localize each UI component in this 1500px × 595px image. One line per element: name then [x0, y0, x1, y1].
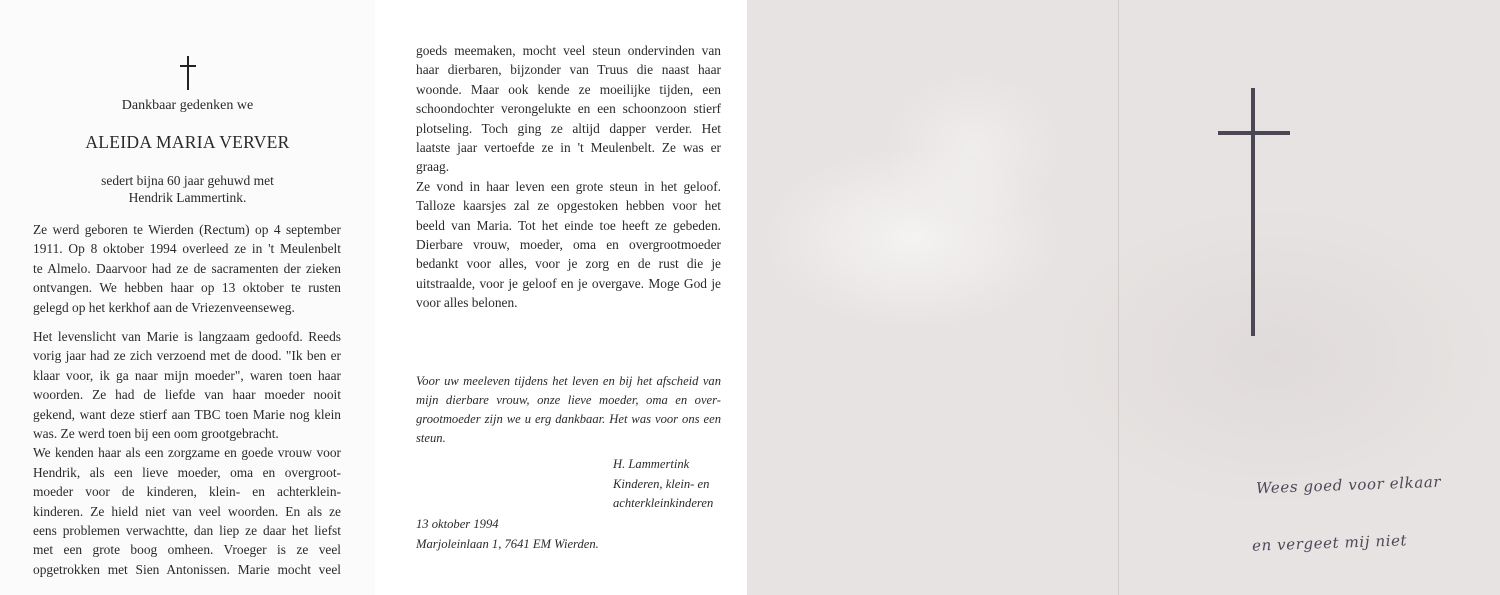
fold-line — [1118, 0, 1119, 595]
cross-icon — [180, 56, 196, 90]
text-line: mijn dierbare vrouw, onze lieve moeder, oma en over- — [416, 393, 721, 407]
text-line: Talloze kaarsjes zal ze opgestoken hebben voor het — [416, 198, 721, 214]
text-line: Het levenslicht van Marie is langzaam gedoofd. Reeds — [33, 329, 341, 344]
text-line: plotseling. Toch ging ze altijd dapper verder. Het — [416, 120, 721, 136]
text-line: vorig jaar had ze zich verzoend met de dood. "Ik ben er — [33, 348, 341, 364]
text-line: woonde. Maar ook kende ze moeilijke tijden, een — [416, 81, 721, 97]
text-line: steun. — [416, 431, 446, 445]
text-line: Ze vond in haar leven een grote steun in het geloof. — [416, 178, 721, 194]
thanks-paragraph — [416, 372, 721, 448]
biography-paragraph — [33, 220, 341, 317]
left-page — [0, 0, 375, 595]
text-line: beeld van Maria. Tot het einde toe heeft ze gebeden. — [416, 217, 721, 233]
text-line: was. Ze werd toen bij een oom grootgebracht. — [33, 426, 279, 442]
text-line: Hendrik, als een lieve moeder, oma en overgroot- — [33, 464, 341, 480]
signature-line: Kinderen, klein- en — [613, 476, 710, 491]
text-line: schoondochter verongelukte en een schoonzoon stierf — [416, 101, 721, 117]
text-line: eens problemen verwachtte, dan liep ze daar het liefst — [33, 523, 341, 539]
date-address-block — [416, 514, 599, 554]
cover-page — [747, 0, 1500, 595]
motto-line: Wees goed voor elkaar — [1255, 472, 1442, 498]
text-line: klaar voor, ik ga naar mijn moeder", waren toen haar — [33, 367, 341, 383]
text-line: bedankt voor alles, voor je zorg en de rust die je — [416, 256, 721, 272]
motto-line: en vergeet mij niet — [1251, 531, 1408, 555]
text-line: haar dierbaren, bijzonder van Truus die naast haar — [416, 62, 721, 78]
text-line: kinderen. Ze hield niet van veel woorden. En als ze — [33, 503, 341, 519]
text-line: met een grote boog omheen. Vroeger is ze veel — [33, 542, 341, 558]
signature-block — [613, 455, 713, 514]
text-line: laatste jaar vertoefde ze in 't Meulenbelt. Ze was er — [416, 140, 721, 156]
text-line: Dierbare vrouw, moeder, oma en overgrootmoeder — [416, 237, 721, 253]
life-paragraph — [33, 327, 341, 579]
spouse-line: Hendrik Lammertink. — [128, 190, 247, 205]
text-line: graag. — [416, 159, 450, 175]
text-line: gekend, want deze stierf aan TBC toen Marie nog klein — [33, 406, 341, 422]
text-line: gelegd op het kerkhof aan de Vriezenveenseweg. — [33, 299, 295, 315]
text-line: voor alles belonen. — [416, 295, 518, 311]
text-line: opgetrokken met Sien Antonissen. Marie mocht veel — [33, 561, 341, 577]
date-line: 13 oktober 1994 — [416, 517, 499, 531]
continued-paragraph — [416, 41, 721, 313]
text-line: 1911. Op 8 oktober 1994 overleed ze in 't Meulenbelt — [33, 241, 341, 257]
spouse-line: sedert bijna 60 jaar gehuwd met — [101, 173, 274, 188]
text-line: Voor uw meeleven tijdens het leven en bij het afscheid van — [416, 374, 721, 388]
text-line: moeder voor de kinderen, klein- en achterklein- — [33, 484, 341, 500]
text-line: grootmoeder zijn we u erg dankbaar. Het was voor ons een — [416, 412, 721, 426]
text-line: We kenden haar als een zorgzame en goede vrouw voor — [33, 445, 341, 461]
text-line: ontvangen. We hebben haar op 13 oktober te rusten — [33, 280, 341, 296]
text-line: goeds meemaken, mocht veel steun ondervinden van — [416, 43, 721, 58]
text-line: te Almelo. Daarvoor had ze de sacramenten der zieken — [33, 260, 341, 276]
address-line: Marjoleinlaan 1, 7641 EM Wierden. — [416, 537, 599, 551]
text-line: woorden. Ze had de liefde van haar moeder nooit — [33, 387, 341, 403]
signature-line: achterkleinkinderen — [613, 496, 714, 510]
text-line: uitstraalde, voor je geloof en je overgave. Moge God je — [416, 275, 721, 291]
text-line: Ze werd geboren te Wierden (Rectum) op 4 september — [33, 222, 341, 237]
intro-text: Dankbaar gedenken we — [121, 98, 254, 113]
cross-icon — [1218, 88, 1290, 336]
deceased-name: ALEIDA MARIA VERVER — [85, 132, 290, 152]
spouse-info — [0, 172, 375, 206]
signature-line: H. Lammertink — [613, 457, 690, 471]
